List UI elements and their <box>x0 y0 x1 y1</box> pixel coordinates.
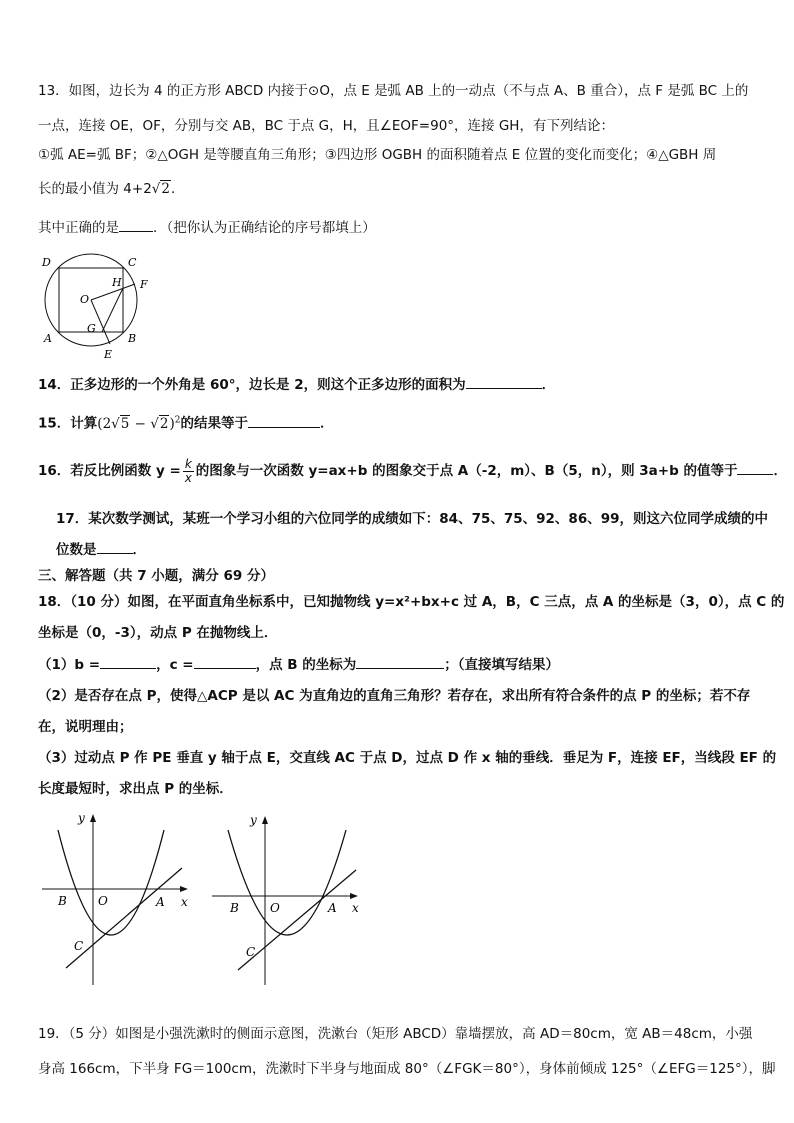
q17-answer-blank[interactable] <box>97 540 133 554</box>
y-axis-arrow <box>262 816 268 824</box>
q16-answer-blank[interactable] <box>737 461 773 475</box>
q15 <box>38 411 333 433</box>
label-h: H <box>112 276 122 289</box>
q13-line2: 一点，连接 OE，OF，分别与交 AB，BC 于点 G，H，且∠EOF=90°，连接 GH，有下列结论： <box>38 118 614 134</box>
parabola <box>228 830 346 935</box>
q13-line5-post: ．（把你认为正确结论的序号都填上） <box>153 220 376 236</box>
q18-line6: （3）过动点 P 作 PE 垂直 y 轴于点 E，交直线 AC 于点 D，过点 D 作 x 轴的垂线．垂足为 F，连接 EF，当线段 EF 的 <box>38 750 777 766</box>
q15-expression: $(2√5 - √2)^2$ <box>97 415 181 432</box>
label-e: E <box>104 348 113 361</box>
q19-line2: 身高 166cm，下半身 FG＝100cm，洗漱时下半身与地面成 80°（∠FGK＝80°），身体前倾成 125°（∠EFG＝125°），脚 <box>38 1061 776 1077</box>
q16-text: 16．若反比例函数 y = <box>38 463 181 479</box>
q13-figure <box>32 250 162 365</box>
label-f: F <box>140 278 148 291</box>
q17-line2-pre: 位数是 <box>56 542 97 558</box>
q14-answer-blank[interactable] <box>466 375 542 389</box>
q13-sqrt: √2 <box>151 181 170 197</box>
label-c: C <box>74 939 84 953</box>
q16-fraction: $\frac{k}{x}$ <box>184 456 192 485</box>
label-c: C <box>246 945 256 959</box>
q18-graph-1 <box>38 810 198 990</box>
label-o: O <box>80 293 90 306</box>
q17-line2 <box>56 540 146 559</box>
line-ac <box>66 868 182 968</box>
q13-line5-pre: 其中正确的是 <box>38 220 119 236</box>
q14-text: 14．正多边形的一个外角是 60°，边长是 2，则这个正多边形的面积为 <box>38 377 466 393</box>
q19-line1: 19．（5 分）如图是小强洗漱时的侧面示意图，洗漱台（矩形 ABCD）靠墙摆放，高 AD＝80cm，宽 AB＝48cm，小强 <box>38 1026 753 1042</box>
q16-end: ． <box>773 463 787 479</box>
line-ac <box>238 870 356 970</box>
x-axis-arrow <box>180 886 188 892</box>
q18-line4: （2）是否存在点 P，使得△ACP 是以 AC 为直角边的直角三角形？若存在，求出所有符合条件的点 P 的坐标；若不存 <box>38 688 751 704</box>
label-o: O <box>98 894 108 908</box>
q15-answer-blank[interactable] <box>248 414 320 428</box>
section-3-heading: 三、解答题（共 7 小题，满分 69 分） <box>38 568 274 584</box>
q18-line5: 在，说明理由； <box>38 719 133 735</box>
x-axis-arrow <box>350 893 358 899</box>
q15-text: 15．计算 <box>38 415 98 432</box>
label-o: O <box>270 901 280 915</box>
label-y: y <box>250 813 257 827</box>
q18-line2: 坐标是（0，-3），动点 P 在抛物线上． <box>38 625 278 641</box>
label-g: G <box>87 322 96 335</box>
parabola <box>58 830 164 935</box>
q18-part1-b-label: （1）b = <box>38 657 101 673</box>
q14-end: ． <box>541 377 556 393</box>
q18-c-blank[interactable] <box>194 655 256 669</box>
q13-answer-blank[interactable] <box>119 218 153 232</box>
q18-part1-note: ；（直接填写结果） <box>444 657 560 673</box>
q14 <box>38 375 555 394</box>
q18-line3 <box>38 655 559 674</box>
q18-b-blank[interactable] <box>100 655 156 669</box>
q18-line1: 18．（10 分）如图，在平面直角坐标系中，已知抛物线 y=x²+bx+c 过 A，B，C 三点，点 A 的坐标是（3，0），点 C 的 <box>38 594 785 610</box>
label-a: A <box>328 901 337 915</box>
q13-line1: 13．如图，边长为 4 的正方形 ABCD 内接于⊙O，点 E 是弧 AB 上的一动点（不与点 A、B 重合），点 F 是弧 BC 上的 <box>38 83 749 99</box>
y-axis-arrow <box>90 814 96 822</box>
q16-text-post: 的图象与一次函数 y=ax+b 的图象交于点 A（-2，m）、B（5，n），则 3a+b 的值等于 <box>195 463 738 479</box>
label-a: A <box>156 895 165 909</box>
q13-line4-post: ． <box>170 181 185 197</box>
q18-graph-2 <box>208 810 368 990</box>
label-c: C <box>128 256 137 269</box>
label-x: x <box>352 901 359 915</box>
label-y: y <box>78 811 85 825</box>
label-x: x <box>181 895 188 909</box>
q15-end: ． <box>319 415 334 432</box>
q13-line4-pre: 长的最小值为 4+2 <box>38 181 152 197</box>
label-b: B <box>230 901 239 915</box>
label-b: B <box>128 332 137 345</box>
q18-point-b-blank[interactable] <box>356 655 444 669</box>
q18-part1-point-label: ，点 B 的坐标为 <box>255 657 357 673</box>
q13-line5 <box>38 218 376 237</box>
label-b: B <box>58 894 67 908</box>
q15-text-post: 的结果等于 <box>180 415 248 432</box>
q13-line4 <box>38 180 184 198</box>
q17-end: ． <box>132 542 146 558</box>
q18-part1-c-label: ，c = <box>156 657 194 673</box>
q18-line7: 长度最短时，求出点 P 的坐标． <box>38 781 233 797</box>
q16 <box>38 456 787 486</box>
q17-line1: 17．某次数学测试，某班一个学习小组的六位同学的成绩如下：84、75、75、92、86、99，则这六位同学成绩的中 <box>56 511 769 527</box>
label-d: D <box>42 256 51 269</box>
q13-line3: ①弧 AE=弧 BF；②△OGH 是等腰直角三角形；③四边形 OGBH 的面积随着点 E 位置的变化而变化；④△GBH 周 <box>38 147 717 163</box>
label-a: A <box>44 332 52 345</box>
